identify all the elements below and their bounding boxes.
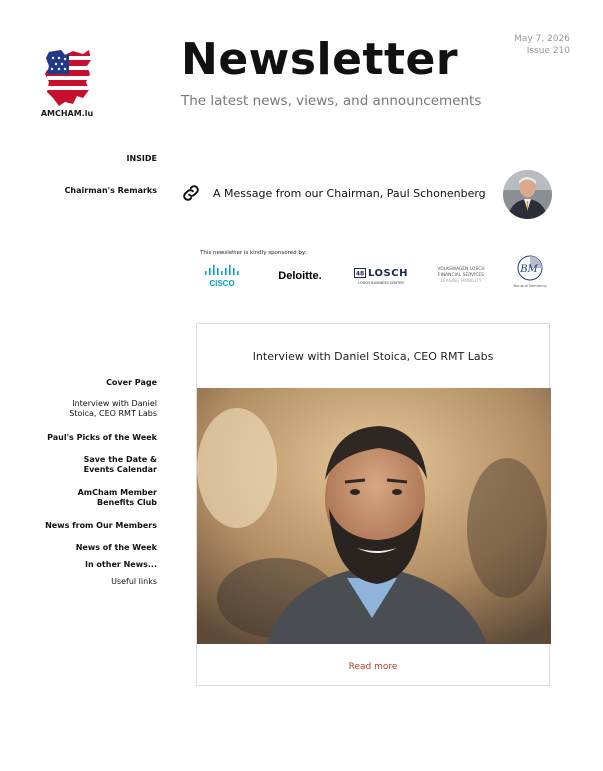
interview-card — [196, 323, 550, 686]
svg-text:48: 48 — [355, 270, 365, 278]
bemberg-mark-icon — [517, 255, 543, 281]
losch-text: LOSCH — [368, 267, 408, 279]
svg-text:BM: BM — [520, 263, 538, 275]
sidebar-item-chairmans-remarks[interactable]: Chairman's Remarks — [64, 186, 157, 195]
sidebar-item-pauls-picks[interactable]: Paul's Picks of the Week — [47, 433, 157, 442]
sidebar-item-member-news[interactable]: News from Our Members — [45, 521, 157, 530]
issue-info — [514, 33, 570, 57]
vw-line-1: VOLKSWAGEN LOSCH — [437, 267, 485, 272]
card-title[interactable]: Interview with Daniel Stoica, CEO RMT Labs — [252, 350, 494, 363]
losch-subtext: LOSCH BUSINESS CENTER — [358, 280, 404, 285]
page-title: Newsletter — [181, 34, 459, 85]
losch-logo[interactable] — [352, 262, 410, 290]
vw-line-3: LEASING MOBILITY — [440, 279, 482, 284]
chairman-avatar — [503, 170, 552, 219]
sidebar-item-interview[interactable]: Interview with Daniel Stoica, CEO RMT Labs — [69, 399, 157, 418]
vw-losch-logo[interactable] — [432, 262, 490, 290]
cisco-logo[interactable] — [202, 262, 246, 290]
link-icon[interactable] — [180, 182, 202, 204]
sidebar-item-cover-page[interactable]: Cover Page — [106, 378, 157, 387]
sidebar-item-benefits-club[interactable]: AmCham Member Benefits Club — [77, 488, 157, 507]
sidebar-item-events-calendar[interactable]: Save the Date & Events Calendar — [83, 455, 157, 474]
inside-heading: INSIDE — [126, 154, 157, 163]
interview-photo[interactable] — [197, 388, 551, 644]
page-subtitle: The latest news, views, and announcements — [181, 93, 482, 109]
sidebar-item-news-of-week[interactable]: News of the Week — [75, 543, 157, 552]
sidebar-item-other-news[interactable]: In other News... — [84, 560, 157, 569]
logo-text: AMCHAM.lu — [40, 109, 94, 118]
issue-date: May 7, 2026 — [514, 34, 570, 44]
sidebar-menu — [37, 378, 157, 594]
vw-line-2: FINANCIAL SERVICES — [438, 273, 484, 278]
issue-number: Issue 210 — [526, 46, 570, 56]
bemberg-text: Banque Bemberg — [513, 282, 547, 288]
sidebar-item-useful-links[interactable]: Useful links — [111, 577, 157, 586]
chairman-message-link[interactable]: A Message from our Chairman, Paul Schonenberg — [213, 187, 486, 200]
sponsors-note: This newsletter is kindly sponsored by: — [200, 250, 307, 256]
deloitte-logo[interactable]: Deloitte. — [278, 270, 322, 282]
cisco-text: CISCO — [209, 279, 235, 288]
read-more-link[interactable]: Read more — [348, 662, 398, 672]
bemberg-logo[interactable] — [508, 252, 552, 290]
amcham-logo[interactable] — [43, 46, 93, 108]
losch-mark-icon — [354, 268, 366, 278]
